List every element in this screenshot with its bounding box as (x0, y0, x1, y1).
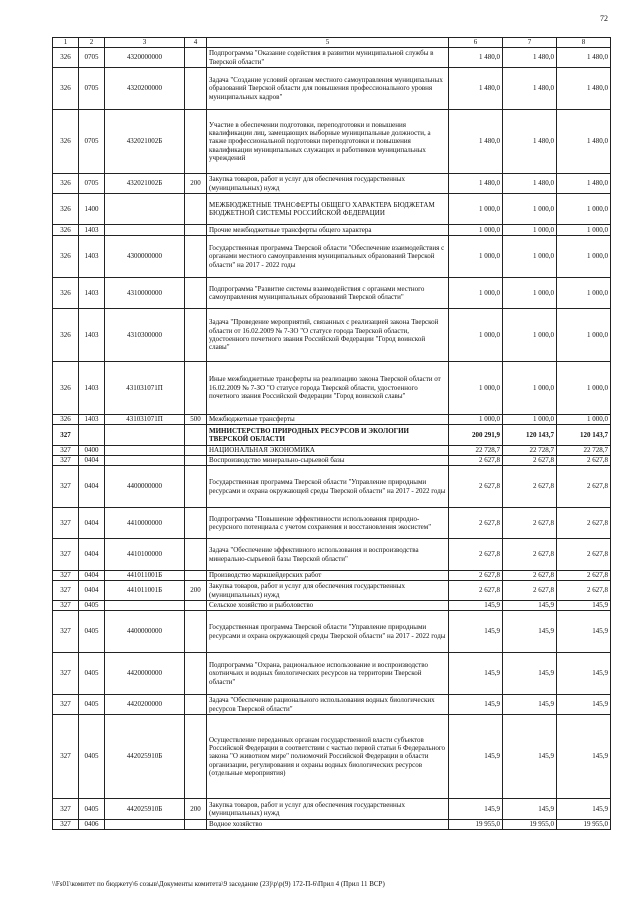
cell-section-code: 1403 (79, 362, 105, 415)
cell-amount-year2: 1 000,0 (503, 278, 557, 309)
cell-amount-year1: 145,9 (449, 715, 503, 799)
cell-admin-code: 326 (53, 194, 79, 225)
table-row (53, 236, 611, 278)
table-row (53, 581, 611, 601)
cell-target-code (105, 601, 185, 611)
column-header-7: 7 (503, 38, 557, 48)
cell-amount-year1: 1 480,0 (449, 48, 503, 68)
cell-target-code: 441011001Б (105, 571, 185, 581)
cell-amount-year1: 145,9 (449, 653, 503, 695)
page-number: 72 (600, 14, 608, 23)
cell-description: Государственная программа Тверской области "Управление природными ресурсами и охрана окружающей среды Тверской области" на 2017 - 2022 годы (207, 611, 449, 653)
table-row (53, 799, 611, 820)
cell-expense-type (185, 68, 207, 110)
cell-amount-year2: 2 627,8 (503, 581, 557, 601)
cell-section-code: 0400 (79, 446, 105, 456)
cell-amount-year2: 2 627,8 (503, 508, 557, 539)
cell-target-code: 4320000000 (105, 48, 185, 68)
cell-target-code: 4310000000 (105, 278, 185, 309)
cell-description: МЕЖБЮДЖЕТНЫЕ ТРАНСФЕРТЫ ОБЩЕГО ХАРАКТЕРА БЮДЖЕТАМ БЮДЖЕТНОЙ СИСТЕМЫ РОССИЙСКОЙ ФЕДЕРАЦИИ (207, 194, 449, 225)
cell-expense-type (185, 309, 207, 362)
table-row (53, 446, 611, 456)
table-row (53, 601, 611, 611)
cell-target-code: 4310300000 (105, 309, 185, 362)
cell-section-code: 1403 (79, 309, 105, 362)
cell-description: Иные межбюджетные трансферты на реализацию закона Тверской области от 16.02.2009 № 7-ЗО "О статусе города Тверской области, удостоенного почетного звания Российской Федерации "Город воинской славы" (207, 362, 449, 415)
cell-description: Прочие межбюджетные трансферты общего характера (207, 225, 449, 236)
cell-expense-type (185, 611, 207, 653)
cell-section-code: 0705 (79, 68, 105, 110)
cell-admin-code: 327 (53, 715, 79, 799)
cell-amount-year3: 1 000,0 (557, 236, 611, 278)
cell-admin-code: 327 (53, 653, 79, 695)
cell-admin-code: 326 (53, 278, 79, 309)
column-header-5: 5 (207, 38, 449, 48)
table-row (53, 571, 611, 581)
cell-amount-year2: 1 480,0 (503, 48, 557, 68)
table-row (53, 539, 611, 571)
table-row (53, 415, 611, 425)
cell-description: Осуществление переданных органам государственной власти субъектов Российской Федерации в соответствии с частью первой статьи 6 Федерального закона "О животном мире" полномочий Российской Федерации в области организации, регулирования и охраны водных биологических ресурсов (отдельные мероприятия) (207, 715, 449, 799)
cell-target-code: 431031071П (105, 362, 185, 415)
cell-target-code (105, 820, 185, 830)
cell-expense-type (185, 571, 207, 581)
cell-amount-year2: 1 000,0 (503, 236, 557, 278)
cell-amount-year3: 2 627,8 (557, 508, 611, 539)
cell-amount-year1: 1 000,0 (449, 194, 503, 225)
cell-description: Задача "Проведение мероприятий, связанных с реализацией закона Тверской области от 16.02.2009 № 7-ЗО "О статусе города Тверской области, удостоенного почетного звания Российской Федерации "Город воинской славы" (207, 309, 449, 362)
cell-section-code: 0705 (79, 110, 105, 174)
cell-amount-year3: 1 480,0 (557, 174, 611, 194)
cell-description: Подпрограмма "Оказание содействия в развитии муниципальной службы в Тверской области" (207, 48, 449, 68)
cell-amount-year1: 1 000,0 (449, 278, 503, 309)
cell-amount-year3: 2 627,8 (557, 456, 611, 466)
cell-section-code: 0405 (79, 799, 105, 820)
cell-admin-code: 327 (53, 456, 79, 466)
cell-amount-year3: 22 728,7 (557, 446, 611, 456)
cell-amount-year1: 145,9 (449, 601, 503, 611)
cell-admin-code: 327 (53, 820, 79, 830)
cell-description: Подпрограмма "Развитие системы взаимодействия с органами местного самоуправления муниципальных образований Тверской области" (207, 278, 449, 309)
column-header-8: 8 (557, 38, 611, 48)
column-header-3: 3 (105, 38, 185, 48)
cell-amount-year2: 1 480,0 (503, 174, 557, 194)
cell-section-code: 0404 (79, 581, 105, 601)
cell-description: МИНИСТЕРСТВО ПРИРОДНЫХ РЕСУРСОВ И ЭКОЛОГИИ ТВЕРСКОЙ ОБЛАСТИ (207, 425, 449, 446)
cell-admin-code: 327 (53, 425, 79, 446)
cell-description: Подпрограмма "Охрана, рациональное использование и воспроизводство охотничьих и водных биологических ресурсов на территории Тверской области" (207, 653, 449, 695)
cell-admin-code: 327 (53, 581, 79, 601)
table-row (53, 508, 611, 539)
cell-amount-year3: 1 480,0 (557, 68, 611, 110)
cell-expense-type (185, 466, 207, 508)
table-row (53, 695, 611, 715)
cell-amount-year2: 1 000,0 (503, 194, 557, 225)
cell-description: Государственная программа Тверской области "Обеспечение взаимодействия с органами местного самоуправления муниципальных образований Тверской области" на 2017 - 2022 годы (207, 236, 449, 278)
cell-description: Воспроизводство минерально-сырьевой базы (207, 456, 449, 466)
table-row (53, 194, 611, 225)
cell-admin-code: 326 (53, 68, 79, 110)
cell-section-code: 0405 (79, 715, 105, 799)
cell-amount-year2: 120 143,7 (503, 425, 557, 446)
cell-expense-type (185, 456, 207, 466)
table-row (53, 466, 611, 508)
column-header-4: 4 (185, 38, 207, 48)
cell-amount-year3: 145,9 (557, 653, 611, 695)
table-row (53, 278, 611, 309)
cell-amount-year1: 2 627,8 (449, 539, 503, 571)
table-row (53, 653, 611, 695)
cell-amount-year1: 2 627,8 (449, 571, 503, 581)
cell-amount-year3: 145,9 (557, 715, 611, 799)
cell-target-code: 441011001Б (105, 581, 185, 601)
cell-amount-year2: 1 480,0 (503, 68, 557, 110)
cell-amount-year2: 19 955,0 (503, 820, 557, 830)
cell-target-code: 431031071П (105, 415, 185, 425)
cell-expense-type (185, 194, 207, 225)
cell-admin-code: 327 (53, 571, 79, 581)
budget-table (52, 37, 611, 830)
cell-expense-type (185, 48, 207, 68)
cell-amount-year3: 145,9 (557, 695, 611, 715)
cell-admin-code: 326 (53, 110, 79, 174)
cell-section-code: 1400 (79, 194, 105, 225)
cell-amount-year3: 2 627,8 (557, 466, 611, 508)
cell-expense-type (185, 820, 207, 830)
cell-target-code: 432021002Б (105, 110, 185, 174)
cell-description: Производство маркшейдерских работ (207, 571, 449, 581)
cell-amount-year2: 1 480,0 (503, 110, 557, 174)
cell-section-code (79, 425, 105, 446)
cell-section-code: 1403 (79, 415, 105, 425)
cell-amount-year3: 1 000,0 (557, 362, 611, 415)
column-header-2: 2 (79, 38, 105, 48)
cell-amount-year3: 145,9 (557, 799, 611, 820)
cell-amount-year1: 2 627,8 (449, 508, 503, 539)
cell-amount-year2: 1 000,0 (503, 225, 557, 236)
cell-target-code: 4400000000 (105, 611, 185, 653)
cell-amount-year1: 1 480,0 (449, 174, 503, 194)
cell-target-code: 4420200000 (105, 695, 185, 715)
cell-admin-code: 327 (53, 446, 79, 456)
cell-amount-year2: 2 627,8 (503, 456, 557, 466)
cell-amount-year3: 1 000,0 (557, 194, 611, 225)
cell-expense-type (185, 110, 207, 174)
cell-amount-year2: 2 627,8 (503, 539, 557, 571)
cell-amount-year3: 145,9 (557, 601, 611, 611)
table-row (53, 425, 611, 446)
cell-expense-type (185, 539, 207, 571)
table-header-row (53, 38, 611, 48)
cell-amount-year3: 2 627,8 (557, 581, 611, 601)
cell-admin-code: 327 (53, 799, 79, 820)
cell-section-code: 0404 (79, 508, 105, 539)
cell-amount-year3: 1 000,0 (557, 415, 611, 425)
cell-section-code: 0404 (79, 571, 105, 581)
cell-admin-code: 327 (53, 601, 79, 611)
cell-amount-year3: 2 627,8 (557, 539, 611, 571)
cell-section-code: 0405 (79, 601, 105, 611)
cell-target-code (105, 225, 185, 236)
cell-admin-code: 326 (53, 415, 79, 425)
column-header-1: 1 (53, 38, 79, 48)
cell-amount-year2: 1 000,0 (503, 362, 557, 415)
cell-amount-year3: 1 000,0 (557, 278, 611, 309)
table-row (53, 48, 611, 68)
cell-description: Задача "Обеспечение эффективного использования и воспроизводства минерально-сырьевой базы Тверской области" (207, 539, 449, 571)
cell-target-code: 4410100000 (105, 539, 185, 571)
cell-expense-type (185, 601, 207, 611)
cell-description: Закупка товаров, работ и услуг для обеспечения государственных (муниципальных) нужд (207, 174, 449, 194)
cell-section-code: 1403 (79, 225, 105, 236)
table-row (53, 362, 611, 415)
cell-amount-year1: 1 000,0 (449, 236, 503, 278)
cell-expense-type (185, 508, 207, 539)
cell-amount-year1: 145,9 (449, 799, 503, 820)
cell-description: Сельское хозяйство и рыболовство (207, 601, 449, 611)
cell-expense-type: 200 (185, 581, 207, 601)
cell-section-code: 0404 (79, 539, 105, 571)
cell-expense-type (185, 278, 207, 309)
cell-target-code: 4320200000 (105, 68, 185, 110)
table-row (53, 309, 611, 362)
cell-amount-year1: 1 000,0 (449, 309, 503, 362)
cell-description: НАЦИОНАЛЬНАЯ ЭКОНОМИКА (207, 446, 449, 456)
cell-amount-year1: 1 480,0 (449, 110, 503, 174)
cell-section-code: 1403 (79, 236, 105, 278)
cell-amount-year1: 2 627,8 (449, 456, 503, 466)
cell-amount-year2: 145,9 (503, 799, 557, 820)
cell-admin-code: 326 (53, 174, 79, 194)
cell-description: Межбюджетные трансферты (207, 415, 449, 425)
cell-expense-type: 500 (185, 415, 207, 425)
cell-expense-type: 200 (185, 174, 207, 194)
cell-admin-code: 327 (53, 611, 79, 653)
cell-expense-type (185, 425, 207, 446)
cell-target-code: 442025910Б (105, 799, 185, 820)
cell-amount-year1: 1 480,0 (449, 68, 503, 110)
cell-amount-year3: 19 955,0 (557, 820, 611, 830)
cell-admin-code: 327 (53, 508, 79, 539)
cell-amount-year2: 1 000,0 (503, 415, 557, 425)
cell-target-code: 432021002Б (105, 174, 185, 194)
cell-admin-code: 326 (53, 309, 79, 362)
cell-amount-year2: 2 627,8 (503, 466, 557, 508)
table-row (53, 174, 611, 194)
cell-expense-type (185, 236, 207, 278)
cell-amount-year1: 200 291,9 (449, 425, 503, 446)
cell-section-code: 0705 (79, 174, 105, 194)
cell-target-code (105, 446, 185, 456)
cell-amount-year1: 22 728,7 (449, 446, 503, 456)
cell-target-code (105, 425, 185, 446)
cell-amount-year3: 120 143,7 (557, 425, 611, 446)
cell-section-code: 0406 (79, 820, 105, 830)
cell-amount-year1: 1 000,0 (449, 415, 503, 425)
cell-expense-type (185, 653, 207, 695)
cell-description: Подпрограмма "Повышение эффективности использования природно-ресурсного потенциала с учетом сохранения и восстановления экосистем" (207, 508, 449, 539)
cell-description: Задача "Обеспечение рационального использования водных биологических ресурсов Тверской области" (207, 695, 449, 715)
cell-section-code: 0405 (79, 611, 105, 653)
cell-section-code: 1403 (79, 278, 105, 309)
cell-target-code (105, 194, 185, 225)
cell-amount-year2: 145,9 (503, 695, 557, 715)
cell-amount-year2: 2 627,8 (503, 571, 557, 581)
cell-amount-year2: 145,9 (503, 601, 557, 611)
cell-expense-type (185, 446, 207, 456)
cell-expense-type (185, 362, 207, 415)
cell-admin-code: 327 (53, 466, 79, 508)
cell-amount-year1: 1 000,0 (449, 362, 503, 415)
cell-target-code: 4410000000 (105, 508, 185, 539)
cell-amount-year1: 2 627,8 (449, 581, 503, 601)
cell-amount-year1: 1 000,0 (449, 225, 503, 236)
column-header-6: 6 (449, 38, 503, 48)
cell-description: Государственная программа Тверской области "Управление природными ресурсами и охрана окружающей среды Тверской области" на 2017 - 2022 годы (207, 466, 449, 508)
cell-admin-code: 327 (53, 695, 79, 715)
cell-expense-type (185, 695, 207, 715)
table-row (53, 715, 611, 799)
cell-amount-year2: 1 000,0 (503, 309, 557, 362)
cell-amount-year1: 2 627,8 (449, 466, 503, 508)
cell-amount-year3: 1 000,0 (557, 309, 611, 362)
cell-amount-year2: 145,9 (503, 653, 557, 695)
cell-description: Закупка товаров, работ и услуг для обеспечения государственных (муниципальных) нужд (207, 581, 449, 601)
cell-description: Закупка товаров, работ и услуг для обеспечения государственных (муниципальных) нужд (207, 799, 449, 820)
cell-expense-type (185, 225, 207, 236)
table-row (53, 225, 611, 236)
file-path-footer: \\Fs01\комитет по бюджету\6 созыв\Документы комитета\9 заседание (23)\p\p(9) 172-П-6\Прил 4 (Прил 11 ВСР) (52, 880, 385, 888)
cell-target-code: 4300000000 (105, 236, 185, 278)
cell-target-code: 4420000000 (105, 653, 185, 695)
cell-target-code: 4400000000 (105, 466, 185, 508)
cell-amount-year2: 22 728,7 (503, 446, 557, 456)
cell-amount-year1: 145,9 (449, 611, 503, 653)
table-row (53, 611, 611, 653)
table-row (53, 456, 611, 466)
cell-amount-year3: 2 627,8 (557, 571, 611, 581)
cell-admin-code: 326 (53, 225, 79, 236)
cell-section-code: 0405 (79, 653, 105, 695)
cell-section-code: 0404 (79, 466, 105, 508)
cell-admin-code: 327 (53, 539, 79, 571)
table-row (53, 110, 611, 174)
cell-amount-year3: 1 480,0 (557, 48, 611, 68)
table-row (53, 820, 611, 830)
cell-description: Участие в обеспечении подготовки, переподготовки и повышения квалификации лиц, замещающих выборные муниципальные должности, а также профессиональной подготовки переподготовки и повышения квалификации муниципальных служащих и работников муниципальных учреждений (207, 110, 449, 174)
cell-expense-type: 200 (185, 799, 207, 820)
cell-section-code: 0405 (79, 695, 105, 715)
cell-section-code: 0705 (79, 48, 105, 68)
cell-expense-type (185, 715, 207, 799)
cell-description: Водное хозяйство (207, 820, 449, 830)
cell-amount-year3: 1 480,0 (557, 110, 611, 174)
cell-description: Задача "Создание условий органам местного самоуправления муниципальных образований Тверской области для повышения профессионального уровня муниципальных кадров" (207, 68, 449, 110)
cell-amount-year1: 19 955,0 (449, 820, 503, 830)
cell-target-code (105, 456, 185, 466)
cell-amount-year2: 145,9 (503, 715, 557, 799)
table-body (53, 48, 611, 830)
table-row (53, 68, 611, 110)
cell-amount-year1: 145,9 (449, 695, 503, 715)
cell-amount-year3: 1 000,0 (557, 225, 611, 236)
cell-admin-code: 326 (53, 362, 79, 415)
cell-section-code: 0404 (79, 456, 105, 466)
cell-amount-year2: 145,9 (503, 611, 557, 653)
cell-admin-code: 326 (53, 48, 79, 68)
cell-amount-year3: 145,9 (557, 611, 611, 653)
cell-admin-code: 326 (53, 236, 79, 278)
cell-target-code: 442025910Б (105, 715, 185, 799)
